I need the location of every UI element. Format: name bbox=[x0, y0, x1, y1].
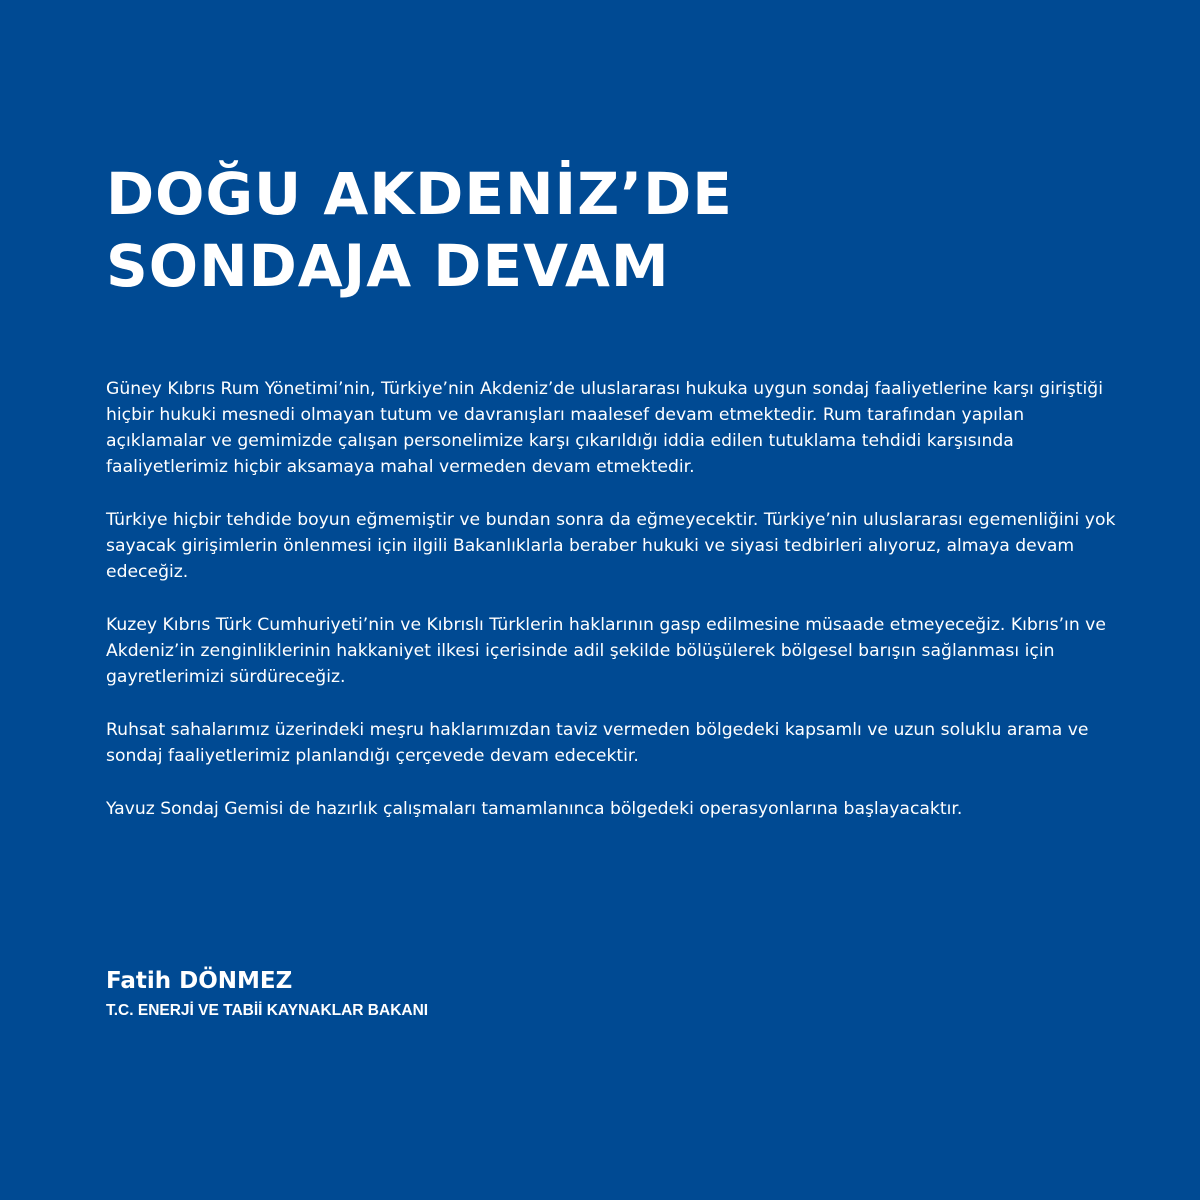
statement-body bbox=[106, 376, 1126, 849]
paragraph-1: Güney Kıbrıs Rum Yönetimi’nin, Türkiye’nin Akdeniz’de uluslararası hukuka uygun sondaj faaliyetlerine karşı giriştiği hiçbir hukuki mesnedi olmayan tutum ve davranışları maalesef devam etmektedir. Rum tarafından yapılan açıklamalar ve gemimizde çalışan personelimize karşı çıkarıldığı iddia edilen tutuklama tehdidi karşısında faaliyetlerimiz hiçbir aksamaya mahal vermeden devam etmektedir. bbox=[106, 379, 1103, 477]
title-line-2: SONDAJA DEVAM bbox=[106, 232, 670, 300]
paragraph-2: Türkiye hiçbir tehdide boyun eğmemiştir ve bundan sonra da eğmeyecektir. Türkiye’nin uluslararası egemenliğini yok sayacak girişimlerin önlenmesi için ilgili Bakanlıklarla beraber hukuki ve siyasi tedbirleri alıyoruz, almaya devam edeceğiz. bbox=[106, 510, 1116, 582]
page-title bbox=[106, 158, 733, 302]
paragraph-4: Ruhsat sahalarımız üzerindeki meşru haklarımızdan taviz vermeden bölgedeki kapsamlı ve uzun soluklu arama ve sondaj faaliyetlerimiz planlandığı çerçevede devam edecektir. bbox=[106, 720, 1089, 766]
paragraph-3: Kuzey Kıbrıs Türk Cumhuriyeti’nin ve Kıbrıslı Türklerin haklarının gasp edilmesine müsaade etmeyeceğiz. Kıbrıs’ın ve Akdeniz’in zenginliklerinin hakkaniyet ilkesi içerisinde adil şekilde bölüşülerek bölgesel barışın sağlanması için gayretlerimizi sürdüreceğiz. bbox=[106, 615, 1106, 687]
signature-role: T.C. ENERJİ VE TABİİ KAYNAKLAR BAKANI bbox=[106, 1002, 429, 1019]
signature-name: Fatih DÖNMEZ bbox=[106, 968, 293, 994]
signature-block bbox=[106, 965, 428, 1022]
title-line-1: DOĞU AKDENİZ’DE bbox=[106, 160, 733, 228]
paragraph-5: Yavuz Sondaj Gemisi de hazırlık çalışmaları tamamlanınca bölgedeki operasyonlarına başlayacaktır. bbox=[106, 799, 963, 819]
